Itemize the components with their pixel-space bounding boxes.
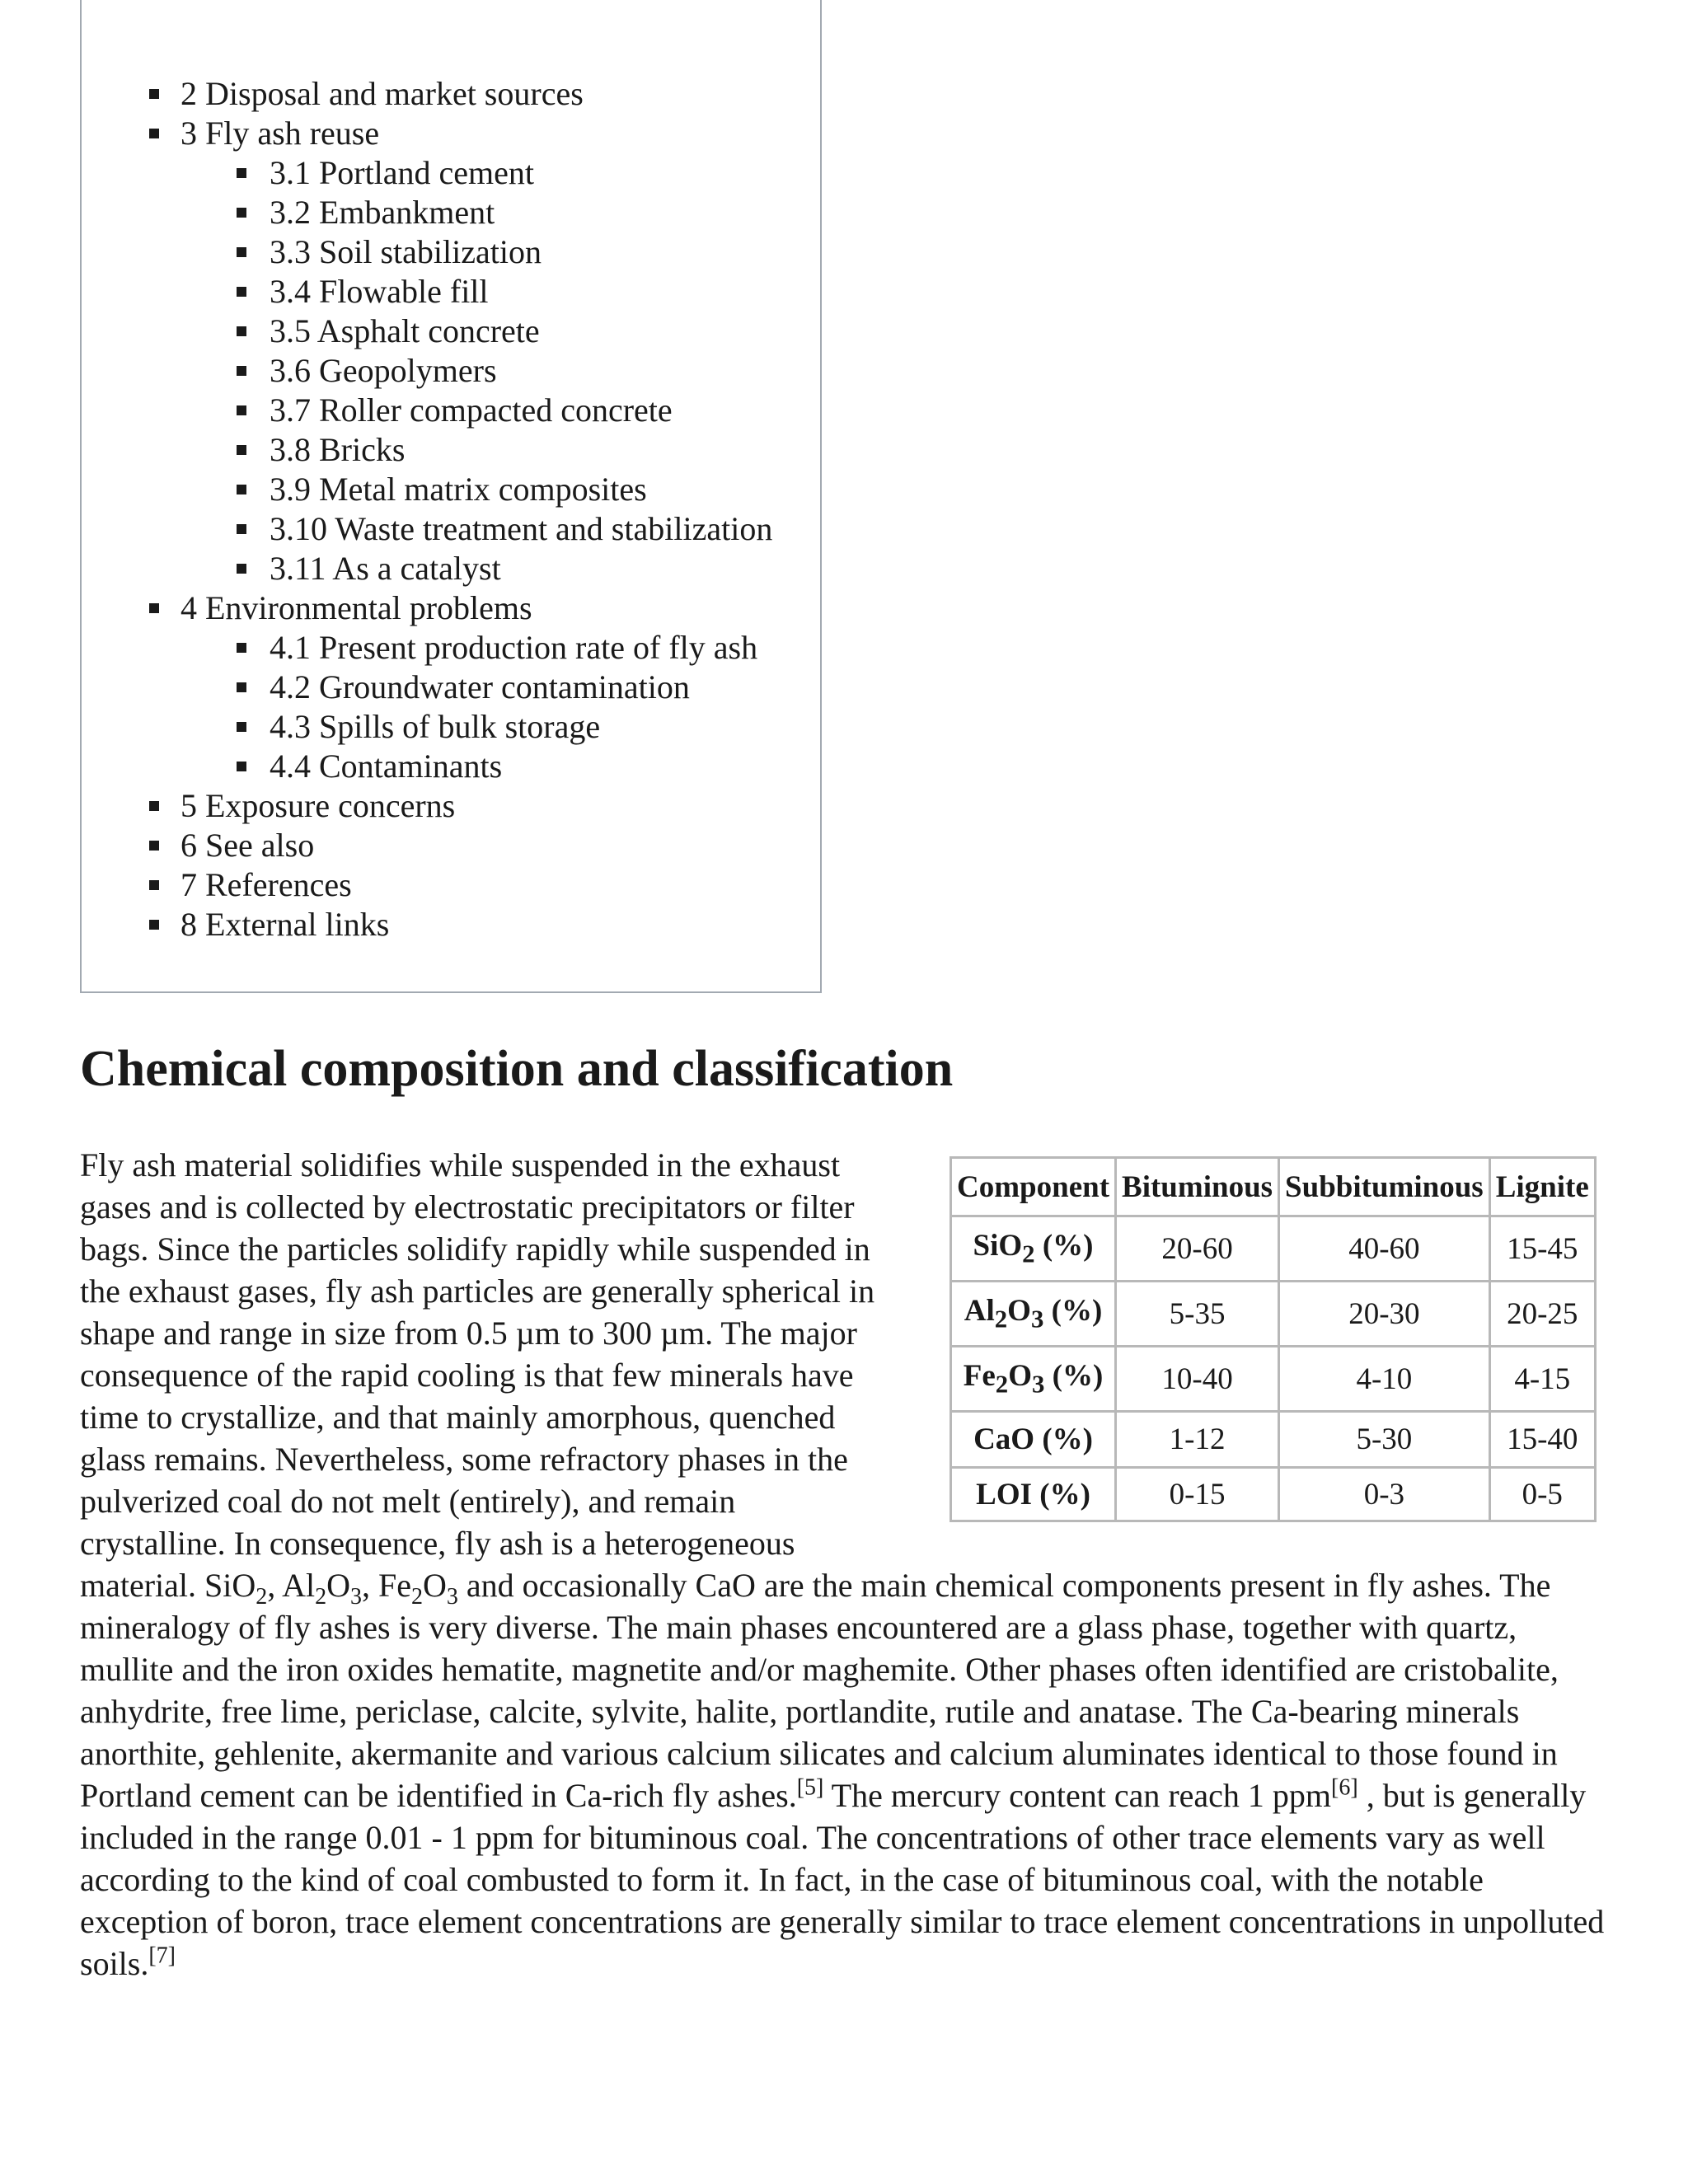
toc-item-geopolymers[interactable]: 3.6 Geopolymers [82, 351, 820, 391]
reference-link[interactable]: [5] [796, 1774, 824, 1801]
toc-item-flowable-fill[interactable]: 3.4 Flowable fill [82, 272, 820, 312]
row-label-cell: $Al_2O_3$ (%) [951, 1282, 1116, 1347]
row-label-cell: SiO$_2$ (%) [951, 1216, 1116, 1282]
toc-item-roller-compacted-concrete[interactable]: 3.7 Roller compacted concrete [82, 391, 820, 430]
reference-link[interactable]: [6] [1331, 1774, 1358, 1801]
toc-item-asphalt-concrete[interactable]: 3.5 Asphalt concrete [82, 312, 820, 351]
table-cell: 4-15 [1489, 1347, 1595, 1412]
toc-item-portland-cement[interactable]: 3.1 Portland cement [82, 153, 820, 193]
section-heading: Chemical composition and classification [80, 1041, 954, 1097]
table-header-cell: Bituminous [1116, 1158, 1279, 1216]
toc-item-embankment[interactable]: 3.2 Embankment [82, 193, 820, 232]
table-cell: 1-12 [1116, 1412, 1279, 1468]
toc-item-spills[interactable]: 4.3 Spills of bulk storage [82, 707, 820, 747]
toc-item-contaminants[interactable]: 4.4 Contaminants [82, 747, 820, 786]
toc-item-disposal[interactable]: 2 Disposal and market sources [82, 74, 820, 114]
table-cell: 0-3 [1279, 1468, 1490, 1521]
toc-list [82, 74, 820, 944]
toc-item-as-a-catalyst[interactable]: 3.11 As a catalyst [82, 549, 820, 588]
table-of-contents [80, 0, 822, 993]
table-cell: 10-40 [1116, 1347, 1279, 1412]
table-cell: 0-15 [1116, 1468, 1279, 1521]
table-cell: 15-40 [1489, 1412, 1595, 1468]
table-cell: 5-35 [1116, 1282, 1279, 1347]
reference-link[interactable]: [7] [148, 1943, 176, 1969]
table-header-cell: Lignite [1489, 1158, 1595, 1216]
toc-item-groundwater[interactable]: 4.2 Groundwater contamination [82, 668, 820, 707]
toc-item-references[interactable]: 7 References [82, 865, 820, 905]
toc-item-environmental-problems[interactable]: 4 Environmental problems [82, 588, 820, 628]
table-header-cell: Component [951, 1158, 1116, 1216]
table-float-spacer [888, 1144, 1613, 1525]
body-paragraph: Fly ash material solidifies while suspended in the exhaust gases and is collected by electrostatic precipitators or filter bags. Since the particles solidify rapidly while suspended in the exhaust gases, fly ash particles are generally spherical in shape and range in size from 0.5 µm to 300 µm. The major consequence of the rapid cooling is that few minerals have time to crystallize, and that mainly amorphous, quenched glass remains. Nevertheless, some refractory phases in the pulverized coal do not melt (entirely), and remain crystalline. In consequence, fly ash is a heterogeneous material. SiO$_2$, $Al_2O_3$, $Fe_2O_3$ and occasionally CaO are the main chemical components present in fly ashes. The mineralogy of fly ashes is very diverse. The main phases encountered are a glass phase, together with quartz, mullite and the iron oxides hematite, magnetite and/or maghemite. Other phases often identified are cristobalite, anhydrite, free lime, periclase, calcite, sylvite, halite, portlandite, rutile and anatase. The Ca-bearing minerals anorthite, gehlenite, akermanite and various calcium silicates and calcium aluminates identical to those found in Portland cement can be identified in Ca-rich fly ashes.[5] The mercury content can reach 1 ppm[6] , but is generally included in the range 0.01 - 1 ppm for bituminous coal. The concentrations of other trace elements vary as well according to the kind of coal combusted to form it. In fact, in the case of bituminous coal, with the notable exception of boron, trace element concentrations are generally similar to trace element concentrations in unpolluted soils.[7] [80, 1144, 1613, 1985]
toc-item-production-rate[interactable]: 4.1 Present production rate of fly ash [82, 628, 820, 668]
toc-item-waste-treatment[interactable]: 3.10 Waste treatment and stabilization [82, 509, 820, 549]
toc-item-metal-matrix-composites[interactable]: 3.9 Metal matrix composites [82, 470, 820, 509]
table-cell: 20-25 [1489, 1282, 1595, 1347]
toc-item-see-also[interactable]: 6 See also [82, 826, 820, 865]
table-cell: 20-60 [1116, 1216, 1279, 1282]
row-label-cell: $Fe_2O_3$ (%) [951, 1347, 1116, 1412]
row-label-cell: CaO (%) [951, 1412, 1116, 1468]
table-cell: 40-60 [1279, 1216, 1490, 1282]
table-cell: 0-5 [1489, 1468, 1595, 1521]
toc-item-external-links[interactable]: 8 External links [82, 905, 820, 944]
toc-item-soil-stabilization[interactable]: 3.3 Soil stabilization [82, 232, 820, 272]
table-header-cell: Subbituminous [1279, 1158, 1490, 1216]
table-cell: 4-10 [1279, 1347, 1490, 1412]
table-cell: 20-30 [1279, 1282, 1490, 1347]
toc-item-exposure-concerns[interactable]: 5 Exposure concerns [82, 786, 820, 826]
toc-item-fly-ash-reuse[interactable]: 3 Fly ash reuse [82, 114, 820, 153]
row-label-cell: LOI (%) [951, 1468, 1116, 1521]
toc-item-bricks[interactable]: 3.8 Bricks [82, 430, 820, 470]
table-cell: 15-45 [1489, 1216, 1595, 1282]
table-cell: 5-30 [1279, 1412, 1490, 1468]
